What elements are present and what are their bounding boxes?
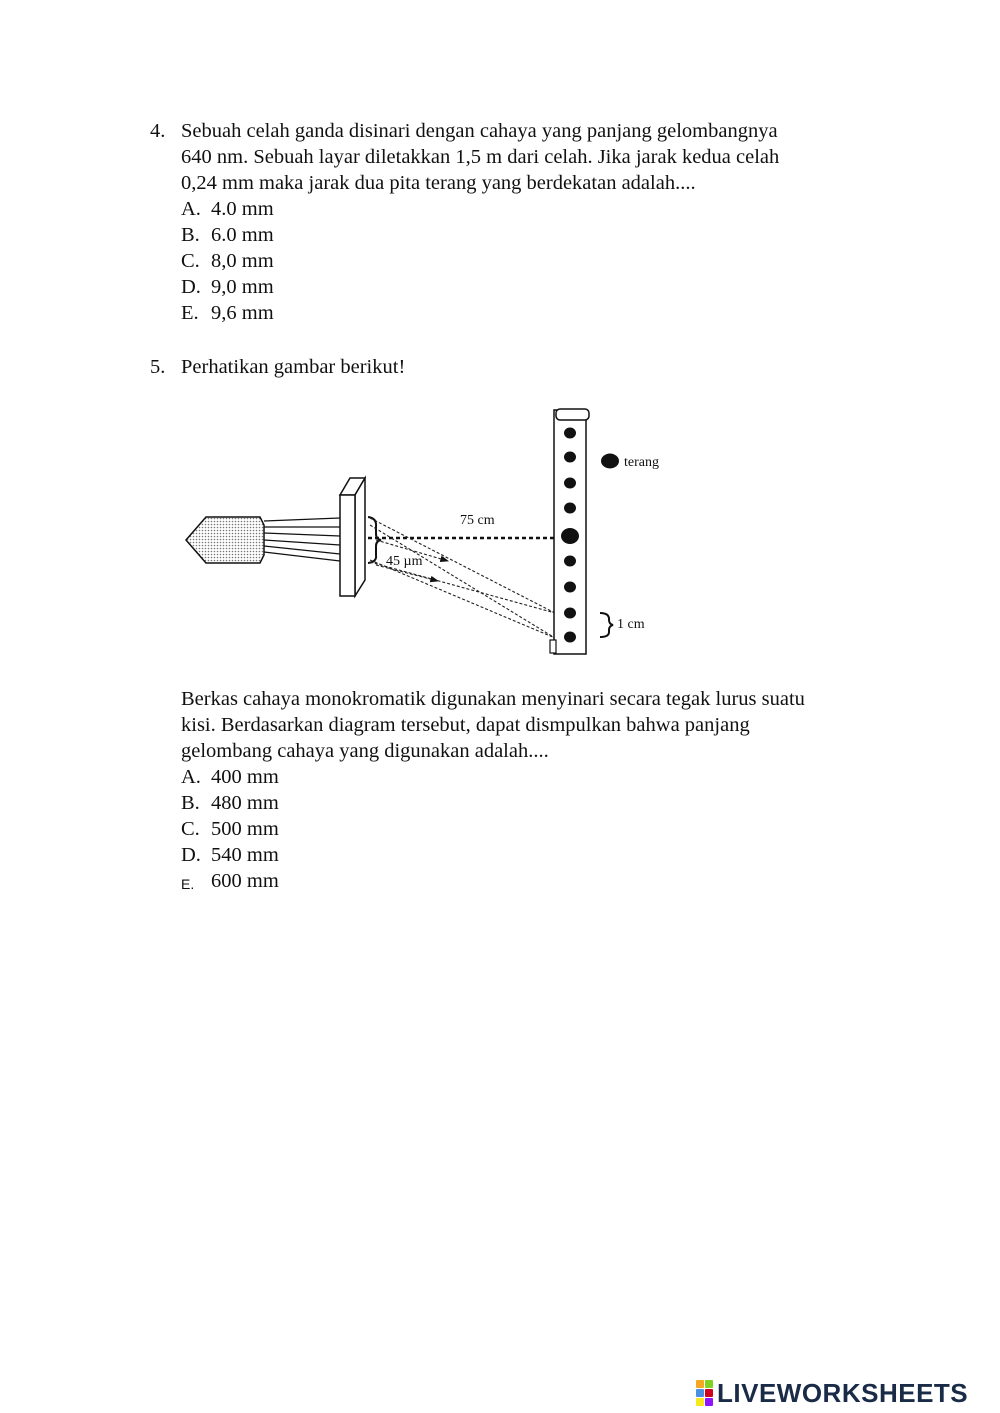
question-line: 0,24 mm maka jarak dua pita terang yang berdekatan adalah.... (181, 172, 696, 194)
question-line: Berkas cahaya monokromatik digunakan menyinari secara tegak lurus suatu (181, 688, 805, 710)
option-b[interactable]: B. 6.0 mm (181, 224, 274, 246)
option-e[interactable]: E. 9,6 mm (181, 302, 274, 324)
fringe (564, 452, 576, 463)
grating-bracket (368, 517, 381, 563)
logo-block (696, 1380, 704, 1388)
question-text (181, 686, 890, 764)
option-d[interactable]: D. 540 mm (181, 844, 279, 866)
question-line: kisi. Berdasarkan diagram tersebut, dapat dismpulkan bahwa panjang (181, 714, 750, 736)
legend-dot (601, 454, 619, 469)
question-5-body (150, 686, 890, 894)
spacing-bracket (600, 613, 613, 637)
label-spacing: 1 cm (617, 617, 645, 632)
option-b[interactable]: B. 480 mm (181, 792, 279, 814)
logo-text: LIVEWORKSHEETS (717, 1377, 969, 1408)
logo-block (696, 1398, 704, 1406)
logo-block (696, 1389, 704, 1397)
fringe (564, 428, 576, 439)
question-5-prompt (150, 354, 890, 380)
light-beams (264, 518, 340, 561)
question-number: 4. (150, 120, 166, 142)
option-a[interactable]: A. 400 mm (181, 766, 279, 788)
option-c[interactable]: C. 500 mm (181, 818, 279, 840)
fringe (564, 503, 576, 514)
question-line: 640 nm. Sebuah layar diletakkan 1,5 m dari celah. Jika jarak kedua celah (181, 146, 780, 168)
fringe (564, 478, 576, 489)
option-a[interactable]: A. 4.0 mm (181, 198, 274, 220)
label-terang: terang (624, 455, 659, 470)
fringe (564, 632, 576, 643)
label-distance: 75 cm (460, 513, 495, 528)
logo-block (705, 1380, 713, 1388)
label-grating: 45 µm (386, 554, 423, 569)
logo-icon (696, 1380, 713, 1406)
option-d[interactable]: D. 9,0 mm (181, 276, 274, 298)
question-4 (150, 118, 890, 326)
light-source (186, 517, 264, 563)
diffraction-diagram (180, 400, 680, 660)
option-c[interactable]: C. 8,0 mm (181, 250, 274, 272)
fringe (564, 556, 576, 567)
fringe (564, 582, 576, 593)
answer-options (181, 196, 890, 326)
fringe (564, 608, 576, 619)
liveworksheets-logo (696, 1378, 968, 1408)
diffraction-rays (370, 518, 555, 638)
logo-block (705, 1389, 713, 1397)
logo-block (705, 1398, 713, 1406)
question-line: Sebuah celah ganda disinari dengan cahaya yang panjang gelombangnya (181, 120, 778, 142)
question-line: gelombang cahaya yang digunakan adalah.... (181, 740, 549, 762)
answer-options (181, 764, 890, 894)
question-text (181, 118, 890, 196)
question-number: 5. (150, 356, 166, 378)
fringe-central (561, 528, 579, 544)
option-e[interactable]: E. 600 mm (181, 870, 279, 892)
grating (340, 478, 365, 596)
question-text: Perhatikan gambar berikut! (181, 356, 406, 378)
